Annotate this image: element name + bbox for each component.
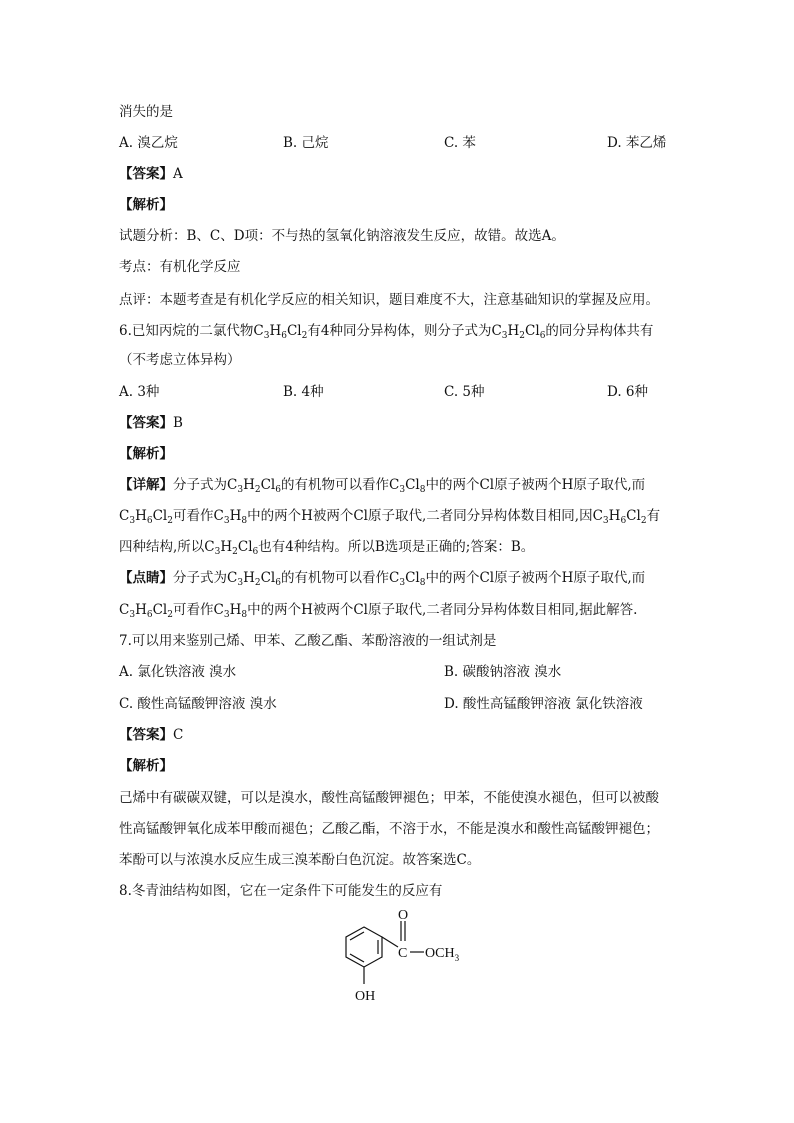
q7-option-a: A. 氯化铁溶液 溴水 (119, 664, 237, 680)
q6-note-line-2: $C_3H_6Cl_2$可看作$C_3H_8$中的两个H被两个Cl原子取代,二者同分异构体数目相同,据此解答. (119, 602, 638, 620)
q7-analysis-line-2: 性高锰酸钾氧化成苯甲酸而褪色；乙酸乙酯，不溶于水，不能是溴水和酸性高锰酸钾褪色； (119, 821, 659, 837)
methoxy-subscript: 3 (454, 953, 460, 963)
q5-option-c: C. 苯 (444, 135, 476, 151)
q5-analysis: 试题分析：B、C、D项：不与热的氢氧化钠溶液发生反应，故错。故选A。 (119, 228, 565, 244)
q7-option-c: C. 酸性高锰酸钾溶液 溴水 (119, 696, 277, 712)
benzene-ring (346, 927, 382, 967)
answer-value: A (173, 166, 183, 182)
q7-answer (119, 725, 183, 745)
ring-to-carbonyl-bond (382, 937, 398, 947)
q6-detail-line-3: 四种结构,所以$C_3H_2Cl_6$也有4种结构。所以B选项是正确的;答案：B。 (119, 539, 535, 557)
carbonyl-carbon-label: C (398, 946, 408, 961)
q5-stem-tail: 消失的是 (119, 104, 173, 120)
q6-answer (119, 413, 183, 433)
detail-label: 【详解】 (119, 477, 173, 493)
q5-analysis-label: 【解析】 (119, 197, 173, 213)
detail-text: 分子式为$C_3H_2Cl_6$的有机物可以看作$C_3Cl_8$中的两个Cl原子被两个H原子取代,而 (173, 477, 646, 495)
q5-answer (119, 164, 183, 184)
q6-note-line-1 (119, 568, 645, 588)
wintergreen-oil-structure (325, 908, 475, 1008)
carbonyl-oxygen-label: O (398, 908, 409, 923)
q5-option-a: A. 溴乙烷 (119, 135, 178, 151)
q7-analysis-line-1: 己烯中有碳碳双键，可以是溴水，酸性高锰酸钾褪色；甲苯，不能使溴水褪色，但可以被酸 (119, 790, 659, 806)
q5-option-b: B. 己烷 (283, 135, 329, 151)
hydroxyl-label: OH (355, 989, 376, 1004)
answer-label: 【答案】 (119, 727, 173, 743)
q5-option-d: D. 苯乙烯 (607, 135, 667, 151)
q7-option-d: D. 酸性高锰酸钾溶液 氯化铁溶液 (444, 696, 643, 712)
answer-value: C (173, 727, 184, 743)
q7-analysis-label: 【解析】 (119, 758, 173, 774)
q6-detail-line-2: $C_3H_6Cl_2$可看作$C_3H_8$中的两个H被两个Cl原子取代,二者同分异构体数目相同,因$C_3H_6Cl_2$有 (119, 508, 661, 526)
answer-label: 【答案】 (119, 166, 173, 182)
q6-stem-line-1: 6.已知丙烷的二氯代物$C_3H_6Cl_2$有4种同分异构体，则分子式为$C_3H_2Cl_6$的同分异构体共有 (119, 323, 654, 341)
q7-stem: 7.可以用来鉴别己烯、甲苯、乙酸乙酯、苯酚溶液的一组试剂是 (119, 633, 497, 649)
q7-option-b: B. 碳酸钠溶液 溴水 (444, 664, 562, 680)
answer-value: B (173, 415, 183, 431)
q5-point: 考点：有机化学反应 (119, 259, 241, 275)
q6-option-a: A. 3种 (119, 384, 160, 400)
note-label: 【点睛】 (119, 570, 173, 586)
q6-analysis-label: 【解析】 (119, 446, 173, 462)
answer-label: 【答案】 (119, 415, 173, 431)
q6-option-c: C. 5种 (444, 384, 485, 400)
q8-stem: 8.冬青油结构如图，它在一定条件下可能发生的反应有 (119, 883, 443, 899)
q6-option-d: D. 6种 (607, 384, 649, 400)
q5-comment: 点评：本题考查是有机化学反应的相关知识，题目难度不大，注意基础知识的掌握及应用。 (119, 292, 659, 308)
note-text: 分子式为$C_3H_2Cl_6$的有机物可以看作$C_3Cl_8$中的两个Cl原子被两个H原子取代,而 (173, 570, 646, 588)
q6-option-b: B. 4种 (283, 384, 324, 400)
methoxy-text: OCH (425, 946, 455, 961)
q6-detail-line-1 (119, 475, 645, 495)
q6-stem-line-2: （不考虑立体异构） (119, 352, 241, 368)
methoxy-label (425, 946, 460, 963)
q7-analysis-line-3: 苯酚可以与浓溴水反应生成三溴苯酚白色沉淀。故答案选C。 (119, 852, 481, 868)
